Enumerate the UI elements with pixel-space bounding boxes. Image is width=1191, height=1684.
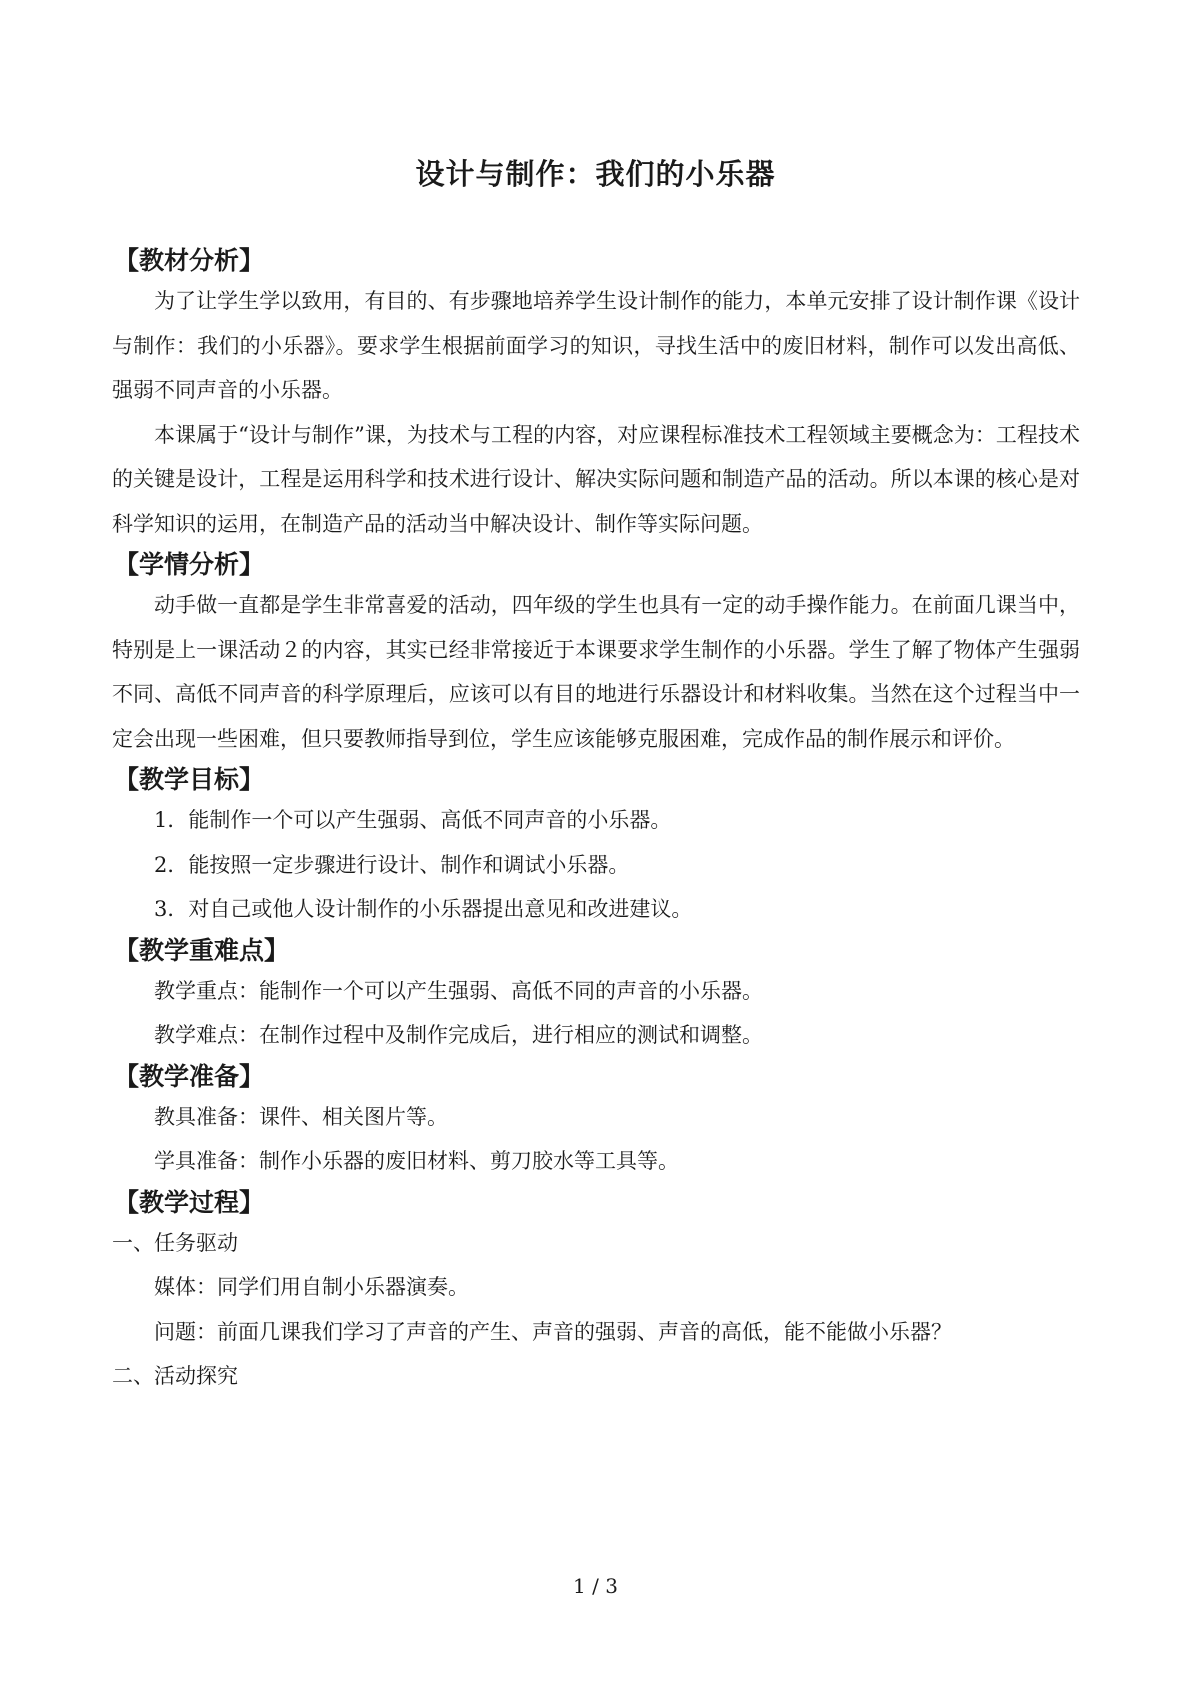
paragraph: 本课属于“设计与制作”课，为技术与工程的内容，对应课程标准技术工程领域主要概念为：工程技术的关键是设计，工程是运用科学和技术进行设计、解决实际问题和制造产品的活动。所以本课的核心是对科学知识的运用，在制造产品的活动当中解决设计、制作等实际问题。 [112, 422, 1080, 536]
document-body [112, 242, 1080, 1399]
list-item: 教具准备：课件、相关图片等。 [154, 1104, 448, 1129]
heading-key-points: 【教学重难点】 [114, 935, 290, 965]
heading-process: 【教学过程】 [114, 1187, 265, 1217]
list-item: 问题：前面几课我们学习了声音的产生、声音的强弱、声音的高低，能不能做小乐器？ [154, 1319, 952, 1344]
paragraph: 动手做一直都是学生非常喜爱的活动，四年级的学生也具有一定的动手操作能力。在前面几课当中，特别是上一课活动２的内容，其实已经非常接近于本课要求学生制作的小乐器。学生了解了物体产生强弱不同、高低不同声音的科学原理后，应该可以有目的地进行乐器设计和材料收集。当然在这个过程当中一定会出现一些困难，但只要教师指导到位，学生应该能够克服困难，完成作品的制作展示和评价。 [112, 593, 1080, 751]
list-item: 3．对自己或他人设计制作的小乐器提出意见和改进建议。 [154, 897, 693, 921]
paragraph: 为了让学生学以致用，有目的、有步骤地培养学生设计制作的能力，本单元安排了设计制作课《设计与制作：我们的小乐器》。要求学生根据前面学习的知识，寻找生活中的废旧材料，制作可以发出高低、强弱不同声音的小乐器。 [112, 289, 1080, 402]
heading-textbook-analysis: 【教材分析】 [114, 246, 265, 275]
list-item: 教学难点：在制作过程中及制作完成后，进行相应的测试和调整。 [154, 1023, 763, 1047]
list-item: 媒体：同学们用自制小乐器演奏。 [154, 1275, 469, 1299]
list-item: 2．能按照一定步骤进行设计、制作和调试小乐器。 [154, 852, 630, 877]
section-title: 一、任务驱动 [112, 1230, 238, 1255]
list-item: 1．能制作一个可以产生强弱、高低不同声音的小乐器。 [154, 808, 672, 832]
heading-objectives: 【教学目标】 [114, 765, 265, 794]
page-title: 设计与制作：我们的小乐器 [415, 157, 776, 191]
list-item: 教学重点：能制作一个可以产生强弱、高低不同的声音的小乐器。 [154, 978, 763, 1003]
page-number: 1 / 3 [573, 1574, 618, 1598]
heading-preparation: 【教学准备】 [114, 1061, 265, 1091]
heading-student-analysis: 【学情分析】 [114, 550, 265, 579]
section-title: 二、活动探究 [112, 1364, 238, 1388]
list-item: 学具准备：制作小乐器的废旧材料、剪刀胶水等工具等。 [154, 1149, 679, 1173]
